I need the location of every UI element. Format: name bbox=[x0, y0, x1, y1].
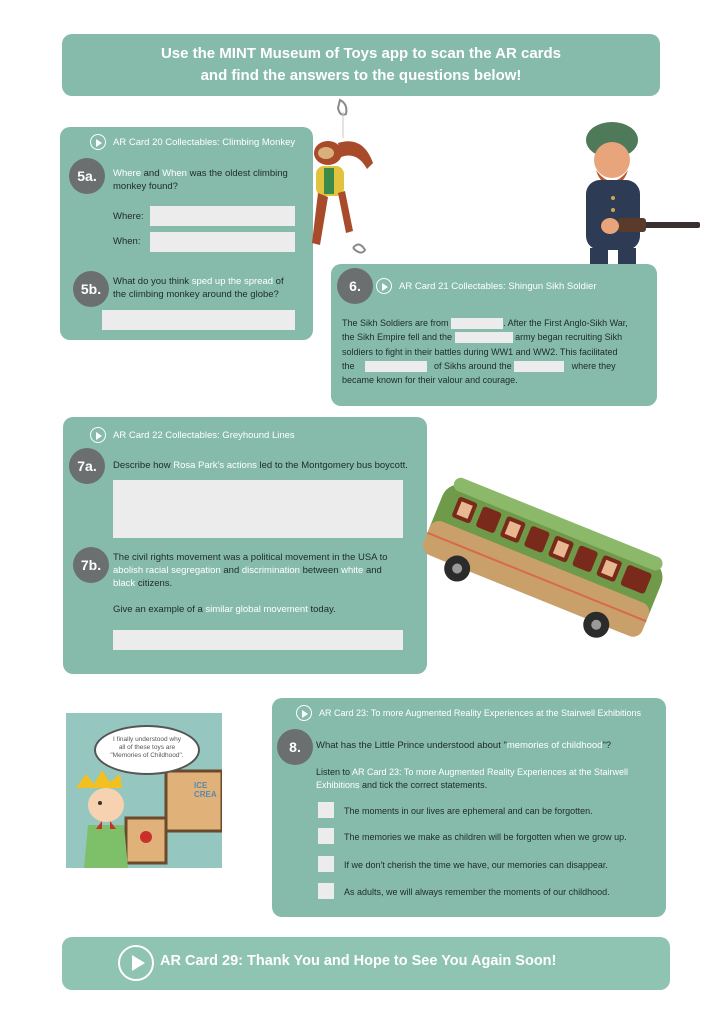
little-prince-illustration bbox=[66, 713, 222, 868]
text-part: and bbox=[363, 565, 382, 576]
text-line2: monkey found? bbox=[113, 181, 178, 192]
text-part: Listen to bbox=[316, 767, 353, 777]
when-label: When: bbox=[113, 236, 141, 247]
blank-input[interactable] bbox=[514, 361, 564, 372]
text-part: led to the Montgomery bus boycott. bbox=[256, 460, 408, 471]
highlight-where: Where bbox=[113, 168, 141, 179]
bubble-line: I finally understood why bbox=[113, 736, 181, 743]
question-5a-badge: 5a. bbox=[69, 158, 105, 194]
text-and: and bbox=[140, 168, 163, 179]
answer-7b-input[interactable] bbox=[113, 630, 403, 650]
highlight-white: white bbox=[341, 565, 364, 576]
play-icon[interactable] bbox=[296, 705, 312, 721]
question-5b-badge: 5b. bbox=[73, 271, 109, 307]
statement-checkbox-3[interactable] bbox=[318, 856, 334, 872]
highlight-card-ref: Exhibitions bbox=[316, 780, 360, 790]
text-line2: the climbing monkey around the globe? bbox=[113, 289, 279, 300]
statement-checkbox-1[interactable] bbox=[318, 802, 334, 818]
statement-1: The moments in our lives are ephemeral and can be forgotten. bbox=[344, 806, 593, 816]
statement-2: The memories we make as children will be forgotten when we grow up. bbox=[344, 832, 627, 842]
blank-input[interactable] bbox=[451, 318, 503, 329]
text-part: What do you think bbox=[113, 276, 192, 287]
footer-text: AR Card 29: Thank You and Hope to See You Again Soon! bbox=[160, 953, 557, 969]
text-part: became known for their valour and courage. bbox=[342, 375, 518, 386]
text-part: The civil rights movement was a political movement in the USA to bbox=[113, 552, 388, 563]
statement-3: If we don't cherish the time we have, our memories can disappear. bbox=[344, 860, 608, 870]
play-icon[interactable] bbox=[90, 427, 106, 443]
text-part: . After the First Anglo-Sikh War, bbox=[503, 318, 628, 328]
highlight-segregation: abolish racial segregation bbox=[113, 565, 221, 576]
play-icon[interactable] bbox=[118, 945, 154, 981]
climbing-monkey-image bbox=[298, 98, 388, 273]
text-part: citizens. bbox=[135, 578, 173, 589]
where-input[interactable] bbox=[150, 206, 295, 226]
question-6-badge: 6. bbox=[337, 268, 373, 304]
blank-input[interactable] bbox=[365, 361, 427, 372]
answer-5b-input[interactable] bbox=[102, 310, 295, 330]
question-7b-text bbox=[113, 551, 408, 590]
question-8-instructions bbox=[316, 766, 656, 792]
text-part: between bbox=[299, 565, 342, 576]
statement-checkbox-4[interactable] bbox=[318, 883, 334, 899]
speech-bubble bbox=[94, 725, 200, 775]
text-part: the bbox=[342, 360, 355, 371]
banner-line-1: Use the MINT Museum of Toys app to scan the AR cards bbox=[160, 45, 562, 62]
highlight-card-ref: AR Card 23: To more Augmented Reality Experiences at the Stairwell bbox=[352, 767, 629, 777]
instructions-banner bbox=[62, 34, 660, 96]
text-rest: was the oldest climbing bbox=[186, 168, 288, 179]
highlight-rosa-parks: Rosa Park's actions bbox=[173, 460, 257, 471]
text-part: today. bbox=[307, 604, 336, 615]
text-of: of bbox=[273, 276, 284, 287]
sign-line: CREA bbox=[194, 790, 217, 799]
question-7b-prompt bbox=[113, 603, 336, 616]
question-7a-badge: 7a. bbox=[69, 448, 105, 484]
bubble-line: "Memories of Childhood". bbox=[110, 752, 184, 759]
text-part: "? bbox=[602, 740, 612, 751]
question-5a-text bbox=[113, 167, 303, 193]
card-22-header[interactable] bbox=[90, 427, 295, 443]
sikh-soldier-image bbox=[560, 118, 705, 266]
banner-line-2: and find the answers to the questions below! bbox=[200, 67, 522, 84]
answer-7a-input[interactable] bbox=[113, 480, 403, 538]
highlight-similar-movement: similar global movement bbox=[205, 604, 308, 615]
highlight-memories: memories of childhood bbox=[506, 740, 603, 751]
text-part: soldiers to fight in their battles during WW1 and WW2. This facilitated bbox=[342, 346, 618, 357]
text-part: of Sikhs around the bbox=[434, 360, 512, 371]
text-part: Describe how bbox=[113, 460, 174, 471]
text-part: What has the Little Prince understood about " bbox=[316, 740, 507, 751]
highlight-discrimination: discrimination bbox=[241, 565, 300, 576]
play-icon[interactable] bbox=[90, 134, 106, 150]
statement-4: As adults, we will always remember the moments of our childhood. bbox=[344, 887, 610, 897]
text-part: The Sikh Soldiers are from bbox=[342, 318, 449, 328]
highlight-when: When bbox=[162, 168, 187, 179]
highlight-sped-up: sped up the spread bbox=[191, 276, 274, 287]
blank-input[interactable] bbox=[455, 332, 513, 343]
statement-checkbox-2[interactable] bbox=[318, 828, 334, 844]
ice-cream-sign bbox=[194, 781, 217, 799]
text-part: the Sikh Empire fell and the bbox=[342, 332, 453, 343]
card-20-title: AR Card 20 Collectables: Climbing Monkey bbox=[113, 136, 296, 148]
play-icon[interactable] bbox=[376, 278, 392, 294]
question-7b-badge: 7b. bbox=[73, 547, 109, 583]
bubble-line: all of these toys are bbox=[118, 744, 176, 751]
greyhound-bus-image bbox=[412, 470, 674, 648]
card-21-header[interactable] bbox=[376, 278, 597, 294]
sign-line: ICE bbox=[194, 781, 208, 790]
text-part: and tick the correct statements. bbox=[359, 780, 488, 790]
card-21-title: AR Card 21 Collectables: Shingun Sikh Soldier bbox=[399, 280, 597, 292]
where-label: Where: bbox=[113, 211, 144, 222]
highlight-black: black bbox=[113, 578, 136, 589]
question-5b-text bbox=[113, 275, 308, 301]
when-input[interactable] bbox=[150, 232, 295, 252]
text-part: and bbox=[220, 565, 242, 576]
question-6-paragraph bbox=[342, 316, 643, 387]
question-8-text bbox=[316, 739, 611, 752]
card-23-header[interactable] bbox=[296, 705, 641, 721]
text-part: where they bbox=[571, 360, 616, 371]
text-part: Give an example of a bbox=[113, 604, 206, 615]
question-7a-text bbox=[113, 459, 408, 472]
footer-banner[interactable] bbox=[62, 937, 670, 990]
card-22-title: AR Card 22 Collectables: Greyhound Lines bbox=[113, 429, 295, 441]
card-20-header[interactable] bbox=[90, 134, 295, 150]
text-part: army began recruiting Sikh bbox=[515, 332, 623, 343]
question-8-badge: 8. bbox=[277, 729, 313, 765]
card-23-title: AR Card 23: To more Augmented Reality Experiences at the Stairwell Exhibitions bbox=[319, 708, 641, 718]
